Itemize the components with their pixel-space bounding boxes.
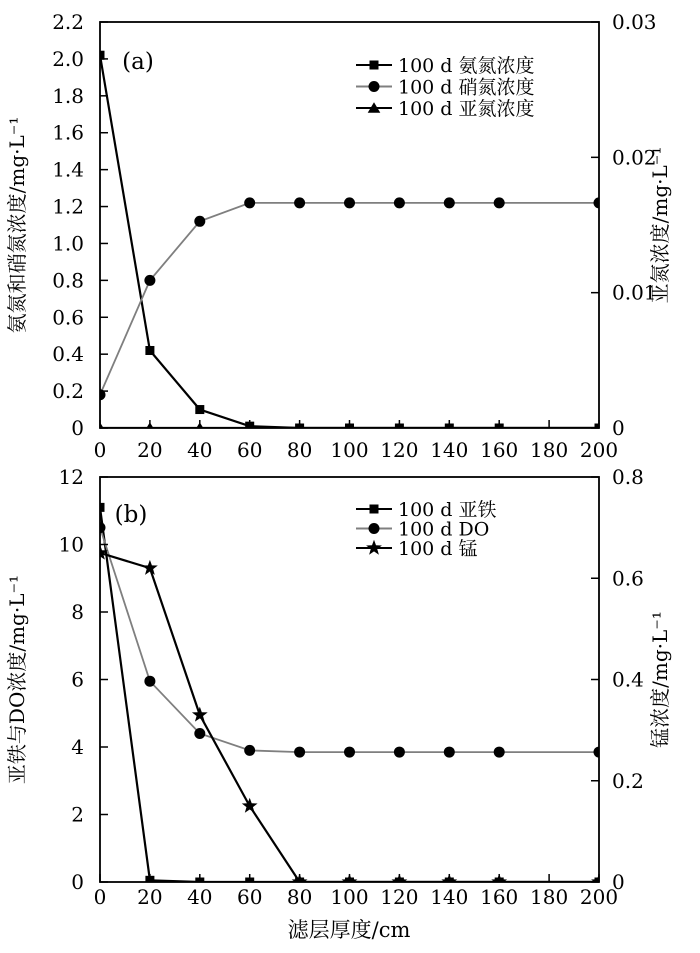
circle-marker bbox=[194, 728, 205, 739]
left-axis-title-a: 氨氮和硝氮浓度/mg·L⁻¹ bbox=[5, 116, 29, 334]
left-axis-title-b: 亚铁与DO浓度/mg·L⁻¹ bbox=[5, 574, 29, 785]
left-tick-label: 1.6 bbox=[52, 120, 84, 145]
panel-label-a: (a) bbox=[122, 49, 154, 75]
x-tick-label: 20 bbox=[137, 438, 163, 462]
right-tick-label: 0 bbox=[612, 416, 625, 440]
x-tick-label: 80 bbox=[286, 438, 313, 462]
x-tick-label: 80 bbox=[286, 885, 313, 909]
circle-marker bbox=[494, 747, 505, 758]
left-tick-label: 1.8 bbox=[52, 83, 84, 108]
legend-label: 100 d 亚氮浓度 bbox=[398, 98, 535, 120]
left-tick-label: 0 bbox=[71, 416, 84, 440]
right-tick-label: 0.01 bbox=[612, 280, 657, 305]
circle-marker bbox=[344, 747, 355, 758]
circle-marker bbox=[294, 197, 305, 208]
square-marker bbox=[145, 346, 154, 355]
left-tick-label: 0.8 bbox=[52, 268, 84, 293]
left-tick-label: 2.0 bbox=[52, 46, 84, 71]
left-tick-label: 0.2 bbox=[52, 379, 84, 404]
right-tick-label: 0.03 bbox=[612, 10, 657, 34]
left-tick-label: 1.2 bbox=[52, 194, 84, 219]
right-tick-label: 0.4 bbox=[612, 667, 644, 692]
x-tick-label: 200 bbox=[579, 885, 619, 909]
left-tick-label: 2 bbox=[71, 802, 84, 827]
x-tick-label: 100 bbox=[330, 885, 369, 909]
square-marker bbox=[370, 61, 379, 70]
circle-marker bbox=[369, 81, 380, 92]
legend-label: 100 d DO bbox=[398, 518, 490, 541]
left-tick-label: 1.4 bbox=[52, 157, 84, 182]
x-tick-label: 60 bbox=[236, 438, 263, 462]
right-axis-title-a: 亚氮浓度/mg·L⁻¹ bbox=[648, 146, 672, 304]
left-tick-label: 0.6 bbox=[52, 305, 84, 330]
x-tick-label: 20 bbox=[137, 885, 163, 909]
circle-marker bbox=[194, 216, 205, 227]
legend-label: 100 d 亚铁 bbox=[398, 499, 497, 521]
circle-marker bbox=[244, 745, 255, 756]
circle-marker bbox=[444, 197, 455, 208]
x-tick-label: 180 bbox=[530, 438, 569, 462]
x-tick-label: 40 bbox=[187, 885, 213, 909]
legend-label: 100 d 硝氮浓度 bbox=[398, 76, 535, 99]
circle-marker bbox=[494, 197, 505, 208]
x-tick-label: 160 bbox=[480, 885, 519, 909]
x-tick-label: 200 bbox=[579, 438, 619, 462]
right-tick-label: 0.8 bbox=[612, 465, 644, 489]
x-tick-label: 0 bbox=[93, 438, 107, 462]
circle-marker bbox=[394, 747, 405, 758]
x-tick-label: 0 bbox=[93, 885, 107, 909]
left-tick-label: 6 bbox=[71, 667, 84, 692]
x-axis-title: 滤层厚度/cm bbox=[287, 918, 411, 942]
left-tick-label: 2.2 bbox=[52, 10, 84, 34]
right-tick-label: 0.02 bbox=[612, 145, 657, 170]
square-marker bbox=[195, 405, 204, 414]
circle-marker bbox=[244, 197, 255, 208]
left-tick-label: 12 bbox=[58, 465, 84, 489]
x-tick-label: 120 bbox=[380, 885, 419, 909]
right-axis-title-b: 锰浓度/mg·L⁻¹ bbox=[648, 611, 672, 748]
circle-marker bbox=[144, 275, 155, 286]
left-tick-label: 0 bbox=[71, 870, 84, 894]
circle-marker bbox=[369, 523, 380, 534]
x-tick-label: 140 bbox=[430, 885, 469, 909]
circle-marker bbox=[144, 676, 155, 687]
circle-marker bbox=[444, 747, 455, 758]
right-tick-label: 0.2 bbox=[612, 768, 644, 793]
panel-label-b: (b) bbox=[114, 502, 148, 528]
x-tick-label: 40 bbox=[187, 438, 213, 462]
legend-label: 100 d 锰 bbox=[398, 538, 478, 560]
square-marker bbox=[370, 505, 379, 514]
left-tick-label: 10 bbox=[58, 532, 84, 557]
left-tick-label: 4 bbox=[71, 735, 84, 759]
x-tick-label: 160 bbox=[480, 438, 519, 462]
left-tick-label: 1.0 bbox=[52, 231, 84, 256]
x-tick-label: 60 bbox=[236, 885, 263, 909]
circle-marker bbox=[394, 197, 405, 208]
right-tick-label: 0.6 bbox=[612, 566, 644, 591]
left-tick-label: 8 bbox=[71, 600, 84, 624]
circle-marker bbox=[344, 197, 355, 208]
left-tick-label: 0.4 bbox=[52, 342, 84, 367]
x-tick-label: 140 bbox=[430, 438, 469, 462]
right-tick-label: 0 bbox=[612, 870, 625, 894]
legend-b bbox=[356, 499, 497, 560]
x-tick-label: 180 bbox=[530, 885, 569, 909]
legend-label: 100 d 氨氮浓度 bbox=[398, 55, 535, 77]
x-tick-label: 100 bbox=[330, 438, 369, 462]
circle-marker bbox=[294, 747, 305, 758]
x-tick-label: 120 bbox=[380, 438, 419, 462]
